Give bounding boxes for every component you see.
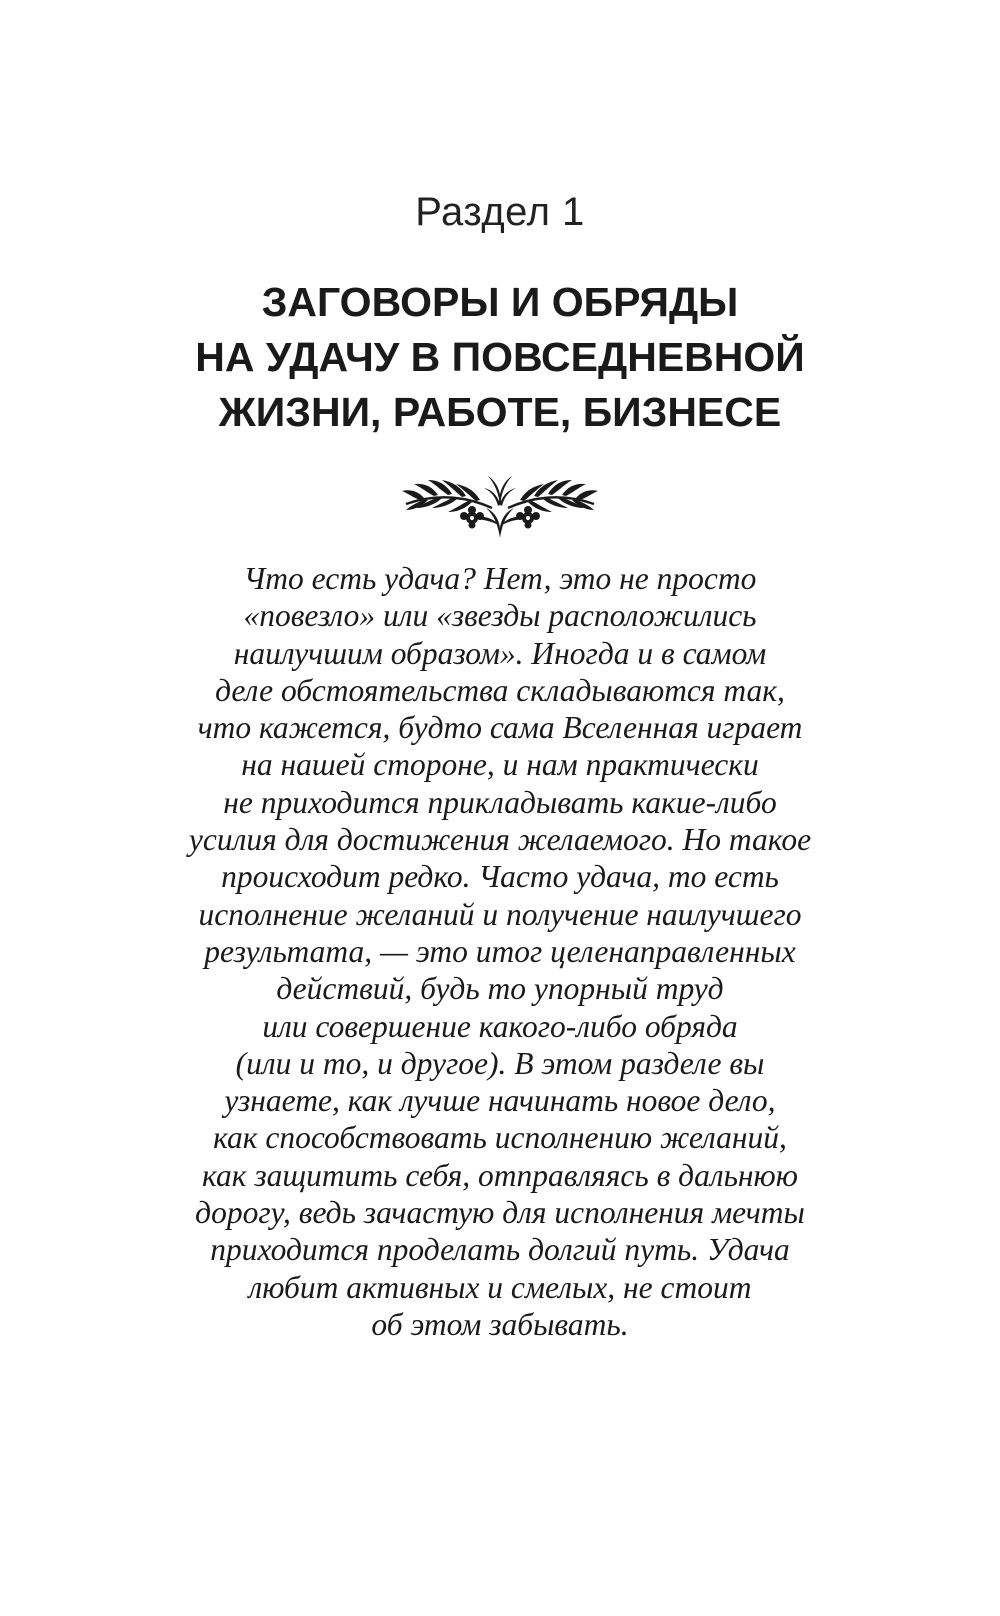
chapter-title: [0, 275, 1000, 440]
intro-line: деле обстоятельства складываются так,: [215, 672, 785, 708]
intro-line: «повезло» или «звезды расположились: [243, 598, 757, 634]
chapter-title-line: НА УДАЧУ В ПОВСЕДНЕВНОЙ: [195, 334, 805, 380]
intro-line: как способствовать исполнению желаний,: [213, 1120, 787, 1156]
chapter-title-line: ЖИЗНИ, РАБОТЕ, БИЗНЕСЕ: [218, 389, 782, 435]
intro-line: действий, будь то упорный труд: [276, 971, 724, 1007]
intro-line: на нашей стороне, и нам практически: [241, 747, 759, 783]
section-label: Раздел 1: [415, 190, 585, 234]
intro-line: Что есть удача? Нет, это не просто: [243, 561, 757, 596]
intro-line: об этом забывать.: [371, 1306, 629, 1342]
intro-line: как защитить себя, отправляясь в дальнюю: [202, 1157, 798, 1193]
intro-line: наилучшим образом». Иногда и в самом: [233, 635, 767, 671]
intro-line: не приходится прикладывать какие-либо: [223, 784, 777, 820]
intro-line: что кажется, будто сама Вселенная играет: [197, 710, 803, 746]
intro-line: узнаете, как лучше начинать новое дело,: [224, 1083, 776, 1119]
floral-ornament-icon: [400, 470, 600, 540]
intro-line: результата, — это итог целенаправленных: [204, 933, 796, 969]
intro-line: или совершение какого-либо обряда: [262, 1008, 738, 1044]
intro-line: любит активных и смелых, не стоит: [248, 1269, 752, 1305]
intro-line: дорогу, ведь зачастую для исполнения мечты: [195, 1195, 805, 1231]
section-intro-text: [0, 560, 1000, 1343]
intro-line: приходится проделать долгий путь. Удача: [210, 1232, 790, 1268]
intro-line: происходит редко. Часто удача, то есть: [221, 859, 779, 895]
intro-line: (или и то, и другое). В этом разделе вы: [235, 1045, 765, 1081]
intro-line: усилия для достижения желаемого. Но такое: [188, 822, 812, 858]
chapter-title-line: ЗАГОВОРЫ И ОБРЯДЫ: [261, 279, 739, 325]
intro-line: исполнение желаний и получение наилучшего: [198, 896, 802, 932]
